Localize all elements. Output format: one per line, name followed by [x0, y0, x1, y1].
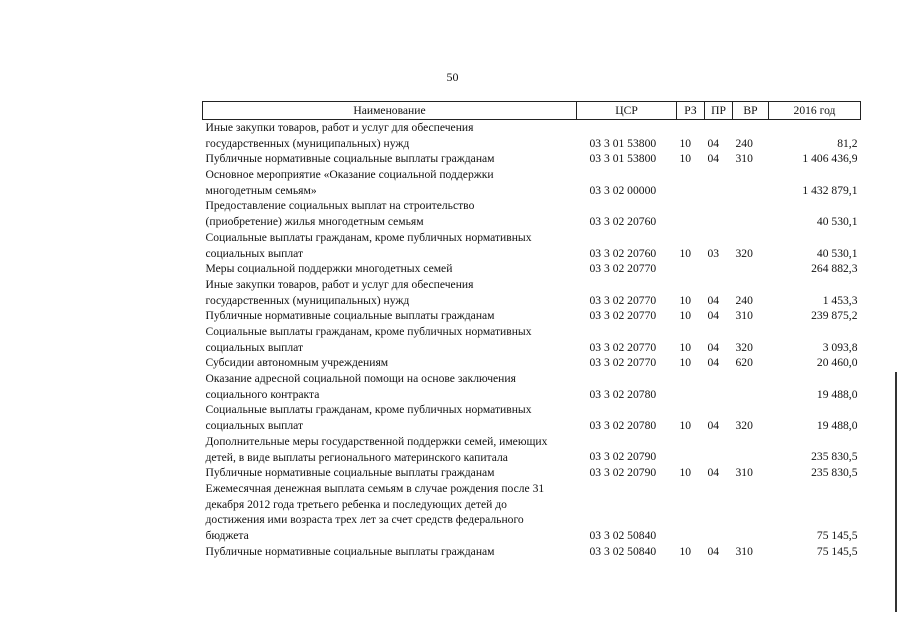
row-csr: 03 3 02 20780	[589, 419, 657, 433]
table-row	[203, 402, 861, 433]
header-name: Наименование	[203, 102, 577, 120]
row-name-line: Предоставление социальных выплат на строительство	[205, 199, 475, 213]
row-rz: 10	[679, 309, 692, 323]
row-name-line: многодетным семьям»	[205, 183, 317, 197]
row-pr	[705, 434, 733, 465]
table-row	[203, 355, 861, 371]
row-name-line: Ежемесячная денежная выплата семьям в случае рождения после 31	[205, 481, 545, 495]
header-amount: 2016 год	[769, 102, 861, 120]
row-name-line: достижения ими возраста трех лет за счет средств федерального	[205, 513, 524, 527]
row-name	[203, 544, 577, 560]
row-csr: 03 3 02 50840	[589, 528, 657, 542]
row-rz	[677, 371, 705, 402]
table-header-row	[203, 102, 861, 120]
table-row	[203, 261, 861, 277]
table-row	[203, 167, 861, 198]
row-vr: 310	[735, 152, 753, 166]
row-vr	[733, 167, 769, 198]
row-amount: 40 530,1	[816, 215, 858, 229]
table-row	[203, 481, 861, 544]
row-csr: 03 3 02 20790	[589, 450, 657, 464]
row-csr: 03 3 02 20770	[589, 293, 657, 307]
row-rz: 10	[679, 136, 692, 150]
row-name	[203, 308, 577, 324]
row-vr: 310	[735, 466, 753, 480]
row-name-line: Иные закупки товаров, работ и услуг для обеспечения	[205, 277, 474, 291]
row-csr: 03 3 02 20760	[589, 215, 657, 229]
row-rz: 10	[679, 293, 692, 307]
row-pr	[705, 481, 733, 544]
budget-table-container	[202, 101, 860, 559]
row-rz	[677, 261, 705, 277]
row-rz: 10	[679, 419, 692, 433]
row-amount: 1 432 879,1	[802, 183, 858, 197]
row-name-line: Социальные выплаты гражданам, кроме публичных нормативных	[205, 324, 532, 338]
row-vr: 320	[735, 340, 753, 354]
row-vr: 310	[735, 309, 753, 323]
row-name-line: государственных (муниципальных) нужд	[205, 136, 410, 150]
row-vr: 240	[735, 293, 753, 307]
row-amount: 235 830,5	[811, 450, 858, 464]
row-name-line: Социальные выплаты гражданам, кроме публичных нормативных	[205, 230, 532, 244]
row-amount: 1 406 436,9	[802, 152, 858, 166]
row-rz: 10	[679, 152, 692, 166]
row-pr: 04	[707, 466, 720, 480]
row-rz	[677, 434, 705, 465]
row-name	[203, 277, 577, 308]
table-row	[203, 230, 861, 261]
row-name-line: Субсидии автономным учреждениям	[205, 356, 389, 370]
row-pr: 04	[707, 340, 720, 354]
table-row	[203, 465, 861, 481]
row-csr: 03 3 02 20780	[589, 387, 657, 401]
row-name	[203, 151, 577, 167]
row-name	[203, 261, 577, 277]
row-name-line: Публичные нормативные социальные выплаты гражданам	[205, 544, 495, 558]
row-name	[203, 465, 577, 481]
row-name-line: государственных (муниципальных) нужд	[205, 293, 410, 307]
row-name-line: социальных выплат	[205, 419, 304, 433]
row-amount: 20 460,0	[816, 356, 858, 370]
row-name-line: бюджета	[205, 528, 249, 542]
row-pr	[705, 261, 733, 277]
header-vr: ВР	[733, 102, 769, 120]
row-name	[203, 371, 577, 402]
table-row	[203, 544, 861, 560]
header-csr: ЦСР	[577, 102, 677, 120]
row-pr	[705, 167, 733, 198]
row-pr	[705, 371, 733, 402]
row-name-line: декабря 2012 года третьего ребенка и последующих детей до	[205, 497, 507, 511]
row-amount: 1 453,3	[822, 293, 858, 307]
row-rz	[677, 167, 705, 198]
row-vr: 620	[735, 356, 753, 370]
row-name-line: Иные закупки товаров, работ и услуг для обеспечения	[205, 121, 474, 134]
row-vr: 320	[735, 419, 753, 433]
row-name-line: социальных выплат	[205, 246, 304, 260]
row-csr: 03 3 02 20760	[589, 246, 657, 260]
table-row	[203, 308, 861, 324]
row-name-line: (приобретение) жилья многодетным семьям	[205, 215, 424, 229]
row-amount: 81,2	[837, 136, 858, 150]
row-name-line: Публичные нормативные социальные выплаты гражданам	[205, 152, 495, 166]
row-name-line: Меры социальной поддержки многодетных семей	[205, 262, 453, 276]
row-vr	[733, 434, 769, 465]
row-vr	[733, 198, 769, 229]
table-row	[203, 151, 861, 167]
row-pr: 03	[707, 246, 720, 260]
row-name-line: социальных выплат	[205, 340, 304, 354]
row-csr: 03 3 02 50840	[589, 544, 657, 558]
row-amount: 235 830,5	[811, 466, 858, 480]
row-pr	[705, 198, 733, 229]
row-amount: 40 530,1	[816, 246, 858, 260]
row-rz: 10	[679, 466, 692, 480]
row-pr: 04	[707, 309, 720, 323]
row-name-line: Публичные нормативные социальные выплаты гражданам	[205, 466, 495, 480]
budget-table	[202, 101, 861, 559]
row-rz: 10	[679, 340, 692, 354]
row-vr: 310	[735, 544, 753, 558]
scan-edge-mark	[895, 372, 897, 612]
row-name	[203, 402, 577, 433]
row-amount: 3 093,8	[822, 340, 858, 354]
row-name-line: социального контракта	[205, 387, 320, 401]
row-pr: 04	[707, 136, 720, 150]
row-csr: 03 3 02 20770	[589, 356, 657, 370]
header-rz: РЗ	[677, 102, 705, 120]
row-csr: 03 3 02 00000	[589, 183, 657, 197]
row-vr: 240	[735, 136, 753, 150]
row-vr	[733, 371, 769, 402]
row-name-line: Основное мероприятие «Оказание социальной поддержки	[205, 168, 494, 182]
row-name	[203, 481, 577, 544]
row-rz	[677, 198, 705, 229]
header-pr: ПР	[705, 102, 733, 120]
page-number: 50	[446, 70, 459, 84]
row-name-line: Публичные нормативные социальные выплаты гражданам	[205, 309, 495, 323]
row-csr: 03 3 02 20770	[589, 340, 657, 354]
row-amount: 19 488,0	[816, 419, 858, 433]
row-pr: 04	[707, 152, 720, 166]
row-amount: 75 145,5	[816, 528, 858, 542]
row-name	[203, 434, 577, 465]
table-row	[203, 434, 861, 465]
row-vr: 320	[735, 246, 753, 260]
row-amount: 75 145,5	[816, 544, 858, 558]
row-name-line: детей, в виде выплаты регионального материнского капитала	[205, 450, 508, 464]
row-csr: 03 3 02 20770	[589, 309, 657, 323]
row-amount: 19 488,0	[816, 387, 858, 401]
row-name	[203, 324, 577, 355]
row-pr: 04	[707, 419, 720, 433]
row-rz: 10	[679, 246, 692, 260]
row-vr	[733, 481, 769, 544]
row-name	[203, 198, 577, 229]
row-rz: 10	[679, 544, 692, 558]
row-pr: 04	[707, 293, 720, 307]
row-vr	[733, 261, 769, 277]
row-name	[203, 167, 577, 198]
row-name	[203, 230, 577, 261]
row-csr: 03 3 01 53800	[589, 152, 657, 166]
row-pr: 04	[707, 544, 720, 558]
row-csr: 03 3 02 20770	[589, 262, 657, 276]
row-rz: 10	[679, 356, 692, 370]
row-name	[203, 355, 577, 371]
row-csr: 03 3 02 20790	[589, 466, 657, 480]
table-row	[203, 371, 861, 402]
table-row	[203, 277, 861, 308]
row-amount: 264 882,3	[811, 262, 858, 276]
row-rz	[677, 481, 705, 544]
table-row	[203, 198, 861, 229]
row-pr: 04	[707, 356, 720, 370]
table-row	[203, 120, 861, 152]
row-amount: 239 875,2	[811, 309, 858, 323]
row-name-line: Дополнительные меры государственной поддержки семей, имеющих	[205, 434, 548, 448]
row-name	[203, 120, 577, 152]
table-row	[203, 324, 861, 355]
row-name-line: Социальные выплаты гражданам, кроме публичных нормативных	[205, 403, 532, 417]
table-body	[203, 120, 861, 560]
row-csr: 03 3 01 53800	[589, 136, 657, 150]
row-name-line: Оказание адресной социальной помощи на основе заключения	[205, 372, 516, 386]
